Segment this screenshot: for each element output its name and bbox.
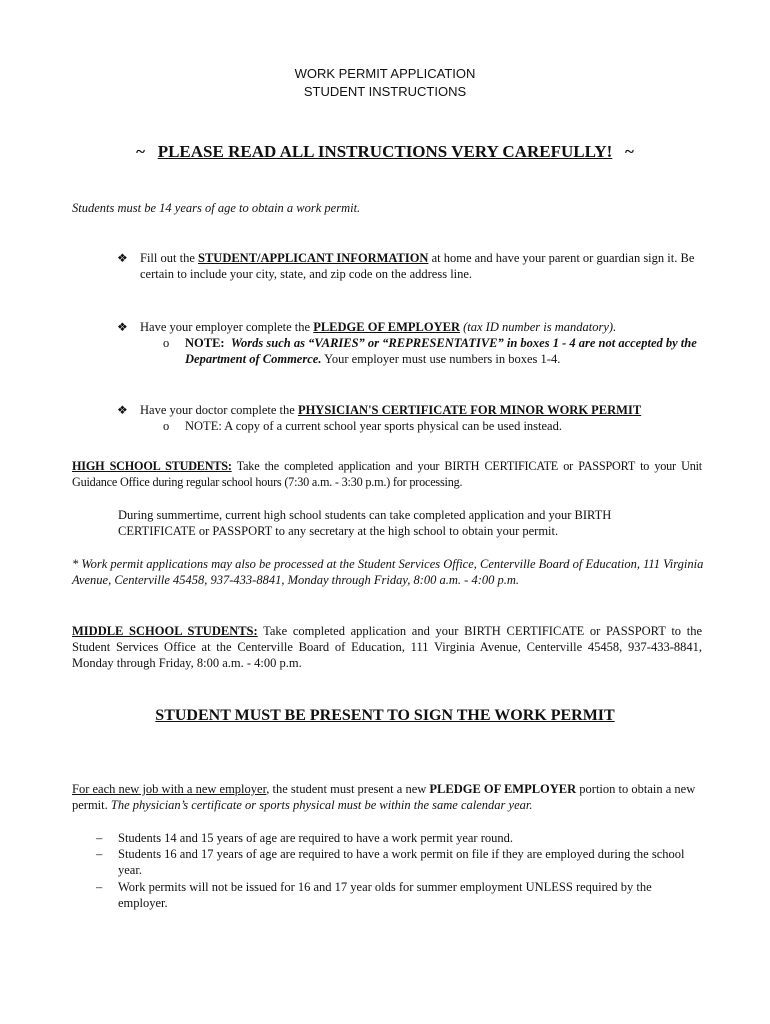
new-job-after: portion to obtain a new permit. [72, 782, 696, 812]
high-school-heading: HIGH SCHOOL STUDENTS: [72, 459, 232, 473]
step2-note [185, 335, 710, 367]
step2-pre: Have your employer complete the [140, 320, 314, 334]
step3-pre: Have your doctor complete the [140, 403, 298, 417]
step1-pre: Fill out the [140, 251, 198, 265]
dash-bullet-icon: – [96, 847, 103, 861]
student-services-note: * Work permit applications may also be processed at the Student Services Office, Centerville Board of Education, 111 Virginia Avenue, Centerville 45458, 937-433-8841, Monday through Friday, 8:00 a.m. - 4:00 p.m. [72, 557, 704, 587]
step2-post: (tax ID number is mandatory). [459, 320, 617, 334]
rule-list-item: Students 14 and 15 years of age are required to have a work permit year round. [118, 831, 514, 845]
high-school-text: Take the completed application and your BIRTH CERTIFICATE or PASSPORT to your Unit Guidance Office during regular school hours (7:30 a.m. - 3:30 p.m.) for processing. [72, 459, 702, 489]
high-school-instructions [72, 458, 702, 490]
page-title: WORK PERMIT APPLICATION [294, 66, 476, 81]
new-employer-note [72, 781, 697, 813]
summertime-note: During summertime, current high school students can take completed application and your BIRTH CERTIFICATE or PASSPORT to any secretary at the high school to obtain your permit. [118, 508, 612, 538]
new-job-lead: For each new job with a new employer [72, 782, 267, 796]
tilde-right: ~ [625, 142, 634, 161]
diamond-bullet-icon: ❖ [117, 320, 128, 334]
rule-list-item: Students 16 and 17 years of age are required to have a work permit on file if they are employed during the school year. [118, 847, 685, 877]
dash-bullet-icon: – [96, 831, 103, 845]
step2-note-bold: Words such as “VARIES” or “REPRESENTATIVE” in boxes 1 - 4 are not accepted by the Department of Commerce. [185, 336, 697, 366]
step2-emphasis: PLEDGE OF EMPLOYER [313, 320, 460, 334]
middle-school-instructions [72, 623, 702, 671]
circle-bullet-icon: o [163, 336, 170, 350]
new-job-bold: PLEDGE OF EMPLOYER [429, 782, 577, 796]
step2-note-label: NOTE: [185, 336, 225, 350]
age-requirement: Students must be 14 years of age to obtain a work permit. [72, 201, 361, 215]
step-employer-pledge [140, 319, 720, 335]
diamond-bullet-icon: ❖ [117, 251, 128, 265]
instructions-banner [0, 142, 770, 162]
step1-post: at home and have your parent or guardian sign it. Be certain to include your city, state, and zip code on the address line. [140, 251, 695, 281]
tilde-left: ~ [136, 142, 145, 161]
banner-text: PLEASE READ ALL INSTRUCTIONS VERY CAREFULLY! [157, 142, 613, 161]
dash-bullet-icon: – [96, 880, 103, 894]
diamond-bullet-icon: ❖ [117, 403, 128, 417]
present-to-sign-heading: STUDENT MUST BE PRESENT TO SIGN THE WORK PERMIT [155, 707, 615, 724]
middle-school-text: Take completed application and your BIRTH CERTIFICATE or PASSPORT to the Student Services Office at the Centerville Board of Education, 111 Virginia Avenue, Centerville 45458, 937-433-8841, Monday through Friday, 8:00 a.m. - 4:00 p.m. [72, 624, 702, 670]
step-student-info [140, 250, 705, 282]
step3-note: NOTE: A copy of a current school year sports physical can be used instead. [185, 419, 562, 433]
step2-note-rest: Your employer must use numbers in boxes 1-4. [321, 352, 561, 366]
page-subtitle: STUDENT INSTRUCTIONS [303, 84, 467, 99]
new-job-mid: , the student must present a new [266, 782, 430, 796]
step3-emphasis: PHYSICIAN'S CERTIFICATE FOR MINOR WORK PERMIT [297, 403, 642, 417]
circle-bullet-icon: o [163, 419, 170, 433]
rule-list-item: Work permits will not be issued for 16 and 17 year olds for summer employment UNLESS required by the employer. [118, 880, 652, 910]
new-job-italic: The physician’s certificate or sports physical must be within the same calendar year. [110, 798, 533, 812]
middle-school-heading: MIDDLE SCHOOL STUDENTS: [72, 624, 258, 638]
step-physician-certificate [140, 402, 730, 418]
step1-emphasis: STUDENT/APPLICANT INFORMATION [198, 251, 429, 265]
